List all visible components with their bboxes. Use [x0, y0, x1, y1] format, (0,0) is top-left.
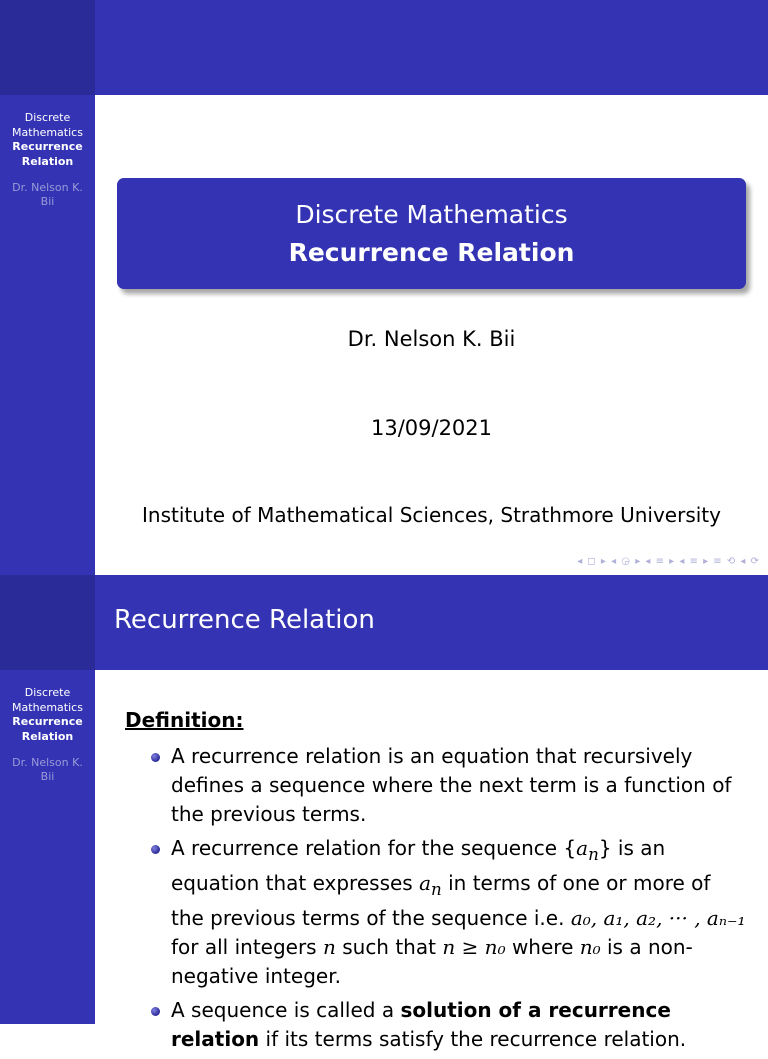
author: Dr. Nelson K. Bii — [347, 327, 516, 351]
sidebar-author[interactable] — [0, 181, 95, 210]
sidebar — [0, 670, 95, 1024]
definition-heading: Definition: — [125, 708, 244, 732]
list-item-emphasis: solution of a recurrence relation — [171, 998, 671, 1051]
sidebar-author-line: Dr. Nelson K. — [12, 181, 83, 194]
sidebar-author-line: Bii — [40, 195, 55, 209]
title-block — [117, 178, 746, 289]
list-item-text: is a non-negative integer. — [171, 935, 693, 988]
definition-slide — [0, 575, 768, 1051]
list-item-text: } is an equation that expresses — [171, 836, 666, 895]
sidebar-title-line: Mathematics — [12, 700, 83, 714]
list-item-text: if its terms satisfy the recurrence relation. — [259, 1027, 687, 1051]
list-item-text: for all integers — [171, 935, 323, 959]
math-symbol: a — [576, 836, 589, 860]
sidebar-title[interactable] — [0, 686, 95, 744]
math-symbol: n — [322, 935, 336, 959]
beamer-navigation-bar[interactable]: ◂ ◻ ▸ ◂ ◶ ▸ ◂ ≡ ▸ ◂ ≡ ▸ ≡ ⟲ ◂ ⟳ — [577, 556, 760, 567]
list-item-text: A recurrence relation is an equation that recursively defines a sequence where the next term is a function of the previous terms. — [171, 744, 732, 826]
sidebar — [0, 95, 95, 575]
sidebar-subtitle-line: Recurrence — [12, 715, 83, 729]
institute: Institute of Mathematical Sciences, Strathmore University — [142, 503, 721, 527]
sidebar-subtitle-line: Recurrence — [12, 140, 83, 154]
sidebar-author-line: Dr. Nelson K. — [12, 756, 83, 769]
header-corner — [0, 575, 95, 670]
math-subscript: n — [588, 845, 599, 864]
sidebar-title-line: Mathematics — [12, 125, 83, 139]
definition-list — [148, 742, 748, 1059]
math-symbol: n₀ — [579, 935, 601, 959]
math-inequality: n ≥ n₀ — [442, 935, 506, 959]
list-item-text: where — [505, 935, 580, 959]
sidebar-author-line: Bii — [40, 770, 55, 784]
list-item-text: A sequence is called a — [171, 998, 401, 1022]
sidebar-title[interactable] — [0, 111, 95, 169]
header-corner — [0, 0, 95, 95]
list-item-text: A recurrence relation for the sequence { — [171, 836, 577, 860]
header-bar — [0, 0, 768, 95]
list-item — [148, 996, 748, 1054]
sidebar-title-line: Discrete — [24, 686, 71, 699]
math-sequence: a₀, a₁, a₂, ··· , aₙ₋₁ — [570, 906, 746, 930]
math-symbol: a — [419, 871, 432, 895]
math-subscript: n — [431, 880, 442, 899]
presentation-title: Discrete Mathematics — [295, 200, 568, 229]
list-item-text: in terms of one or more of the previous terms of the sequence i.e. — [171, 871, 711, 930]
list-item-text: such that — [335, 935, 443, 959]
frame-title: Recurrence Relation — [114, 605, 375, 635]
list-item — [148, 834, 748, 991]
presentation-subtitle: Recurrence Relation — [288, 238, 575, 267]
sidebar-title-line: Discrete — [24, 111, 71, 124]
sidebar-author[interactable] — [0, 756, 95, 785]
sidebar-subtitle-line: Relation — [21, 729, 74, 743]
sidebar-subtitle-line: Relation — [21, 154, 74, 168]
list-item — [148, 742, 748, 829]
date: 13/09/2021 — [370, 416, 493, 440]
